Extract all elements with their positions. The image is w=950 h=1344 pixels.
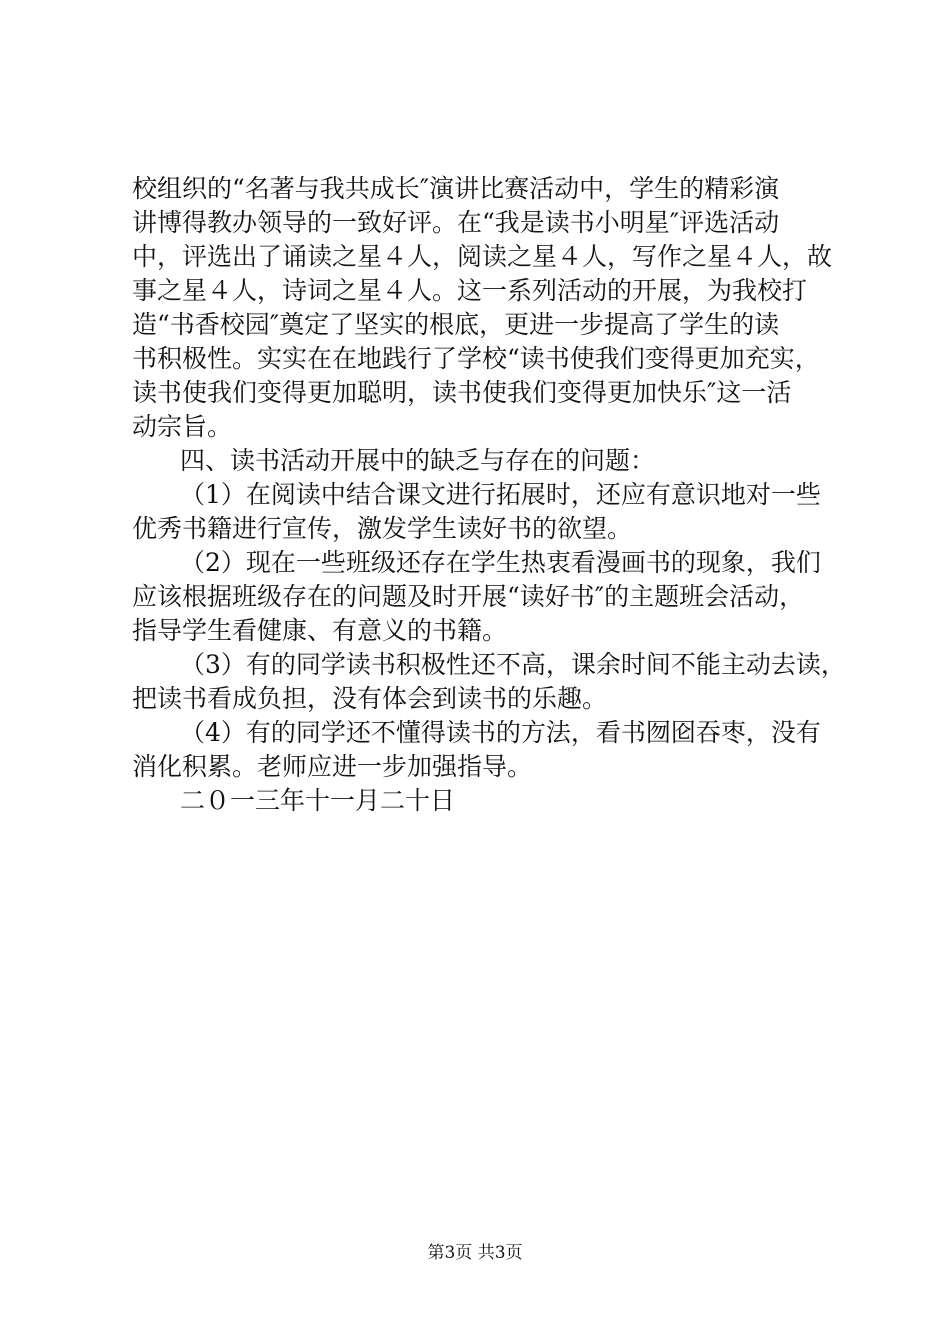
text-line: （4）有的同学还不懂得读书的方法，看书囫囵吞枣，没有 [180, 718, 821, 747]
text-line: 讲博得教办领导的一致好评。在“我是读书小明星″评选活动 [132, 208, 780, 237]
text-line: （2）现在一些班级还存在学生热衷看漫画书的现象，我们 [180, 548, 821, 577]
page-footer [0, 1242, 950, 1264]
paragraph-activities-summary [132, 172, 832, 444]
section-heading: 四、读书活动开展中的缺乏与存在的问题： [180, 446, 656, 475]
text-line: 造“书香校园″奠定了坚实的根底，更进一步提高了学生的读 [132, 310, 780, 339]
text-line: 校组织的“名著与我共成长″演讲比赛活动中，学生的精彩演 [132, 174, 780, 203]
text-line: （1）在阅读中结合课文进行拓展时，还应有意识地对一些 [180, 480, 821, 509]
document-date: 二０一三年十一月二十日 [180, 786, 456, 815]
document-body [132, 172, 846, 818]
text-line: 事之星４人，诗词之星４人。这一系列活动的开展，为我校打 [132, 276, 808, 305]
text-line: 动宗旨。 [132, 412, 233, 441]
page-number-label: 第3页 共3页 [427, 1243, 523, 1263]
text-line: 指导学生看健康、有意义的书籍。 [132, 616, 508, 645]
issue-item-2 [132, 546, 832, 648]
issue-item-1 [132, 478, 832, 546]
issue-item-4 [132, 716, 832, 784]
text-line: 书积极性。实实在在地践行了学校“读书使我们变得更加充实， [132, 344, 820, 373]
text-line: 把读书看成负担，没有体会到读书的乐趣。 [132, 684, 608, 713]
text-line: （3）有的同学读书积极性还不高，课余时间不能主动去读， [180, 650, 846, 679]
text-line: 消化积累。老师应进一步加强指导。 [132, 752, 533, 781]
text-line: 中，评选出了诵读之星４人，阅读之星４人，写作之星４人，故 [132, 242, 833, 271]
text-line: 优秀书籍进行宣传，激发学生读好书的欲望。 [132, 514, 633, 543]
issue-item-3 [132, 648, 846, 716]
text-line: 应该根据班级存在的问题及时开展“读好书″的主题班会活动， [132, 582, 805, 611]
text-line: 读书使我们变得更加聪明，读书使我们变得更加快乐″这一活 [132, 378, 792, 407]
